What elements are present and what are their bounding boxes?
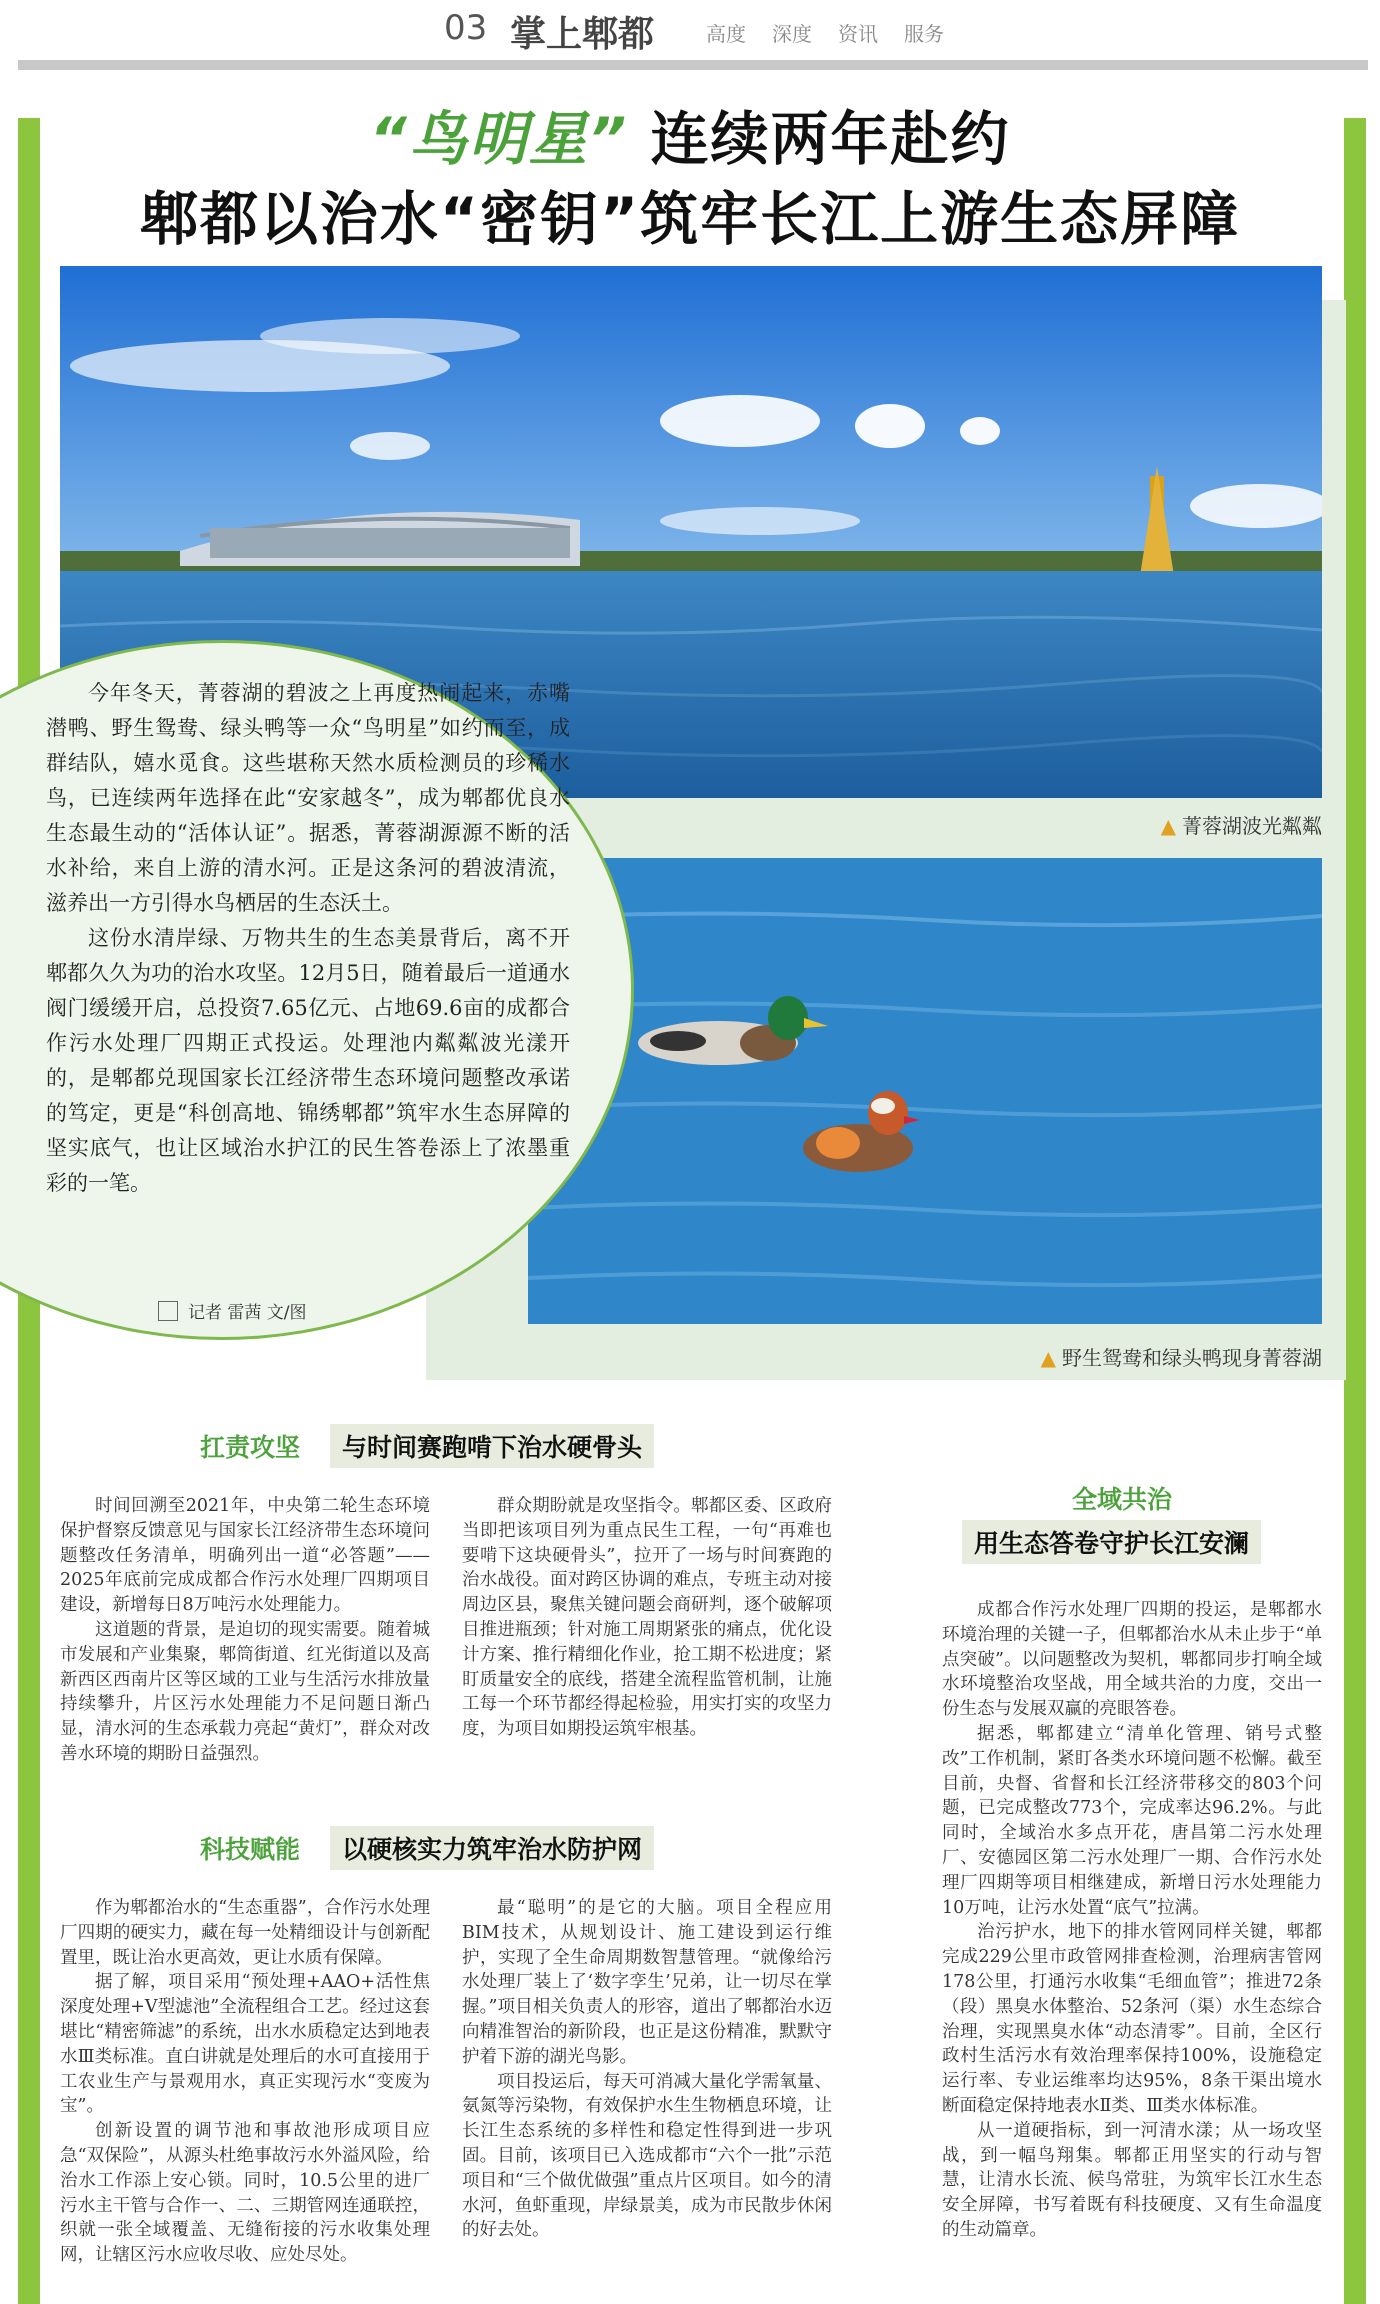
section3-column [942, 1598, 1322, 2243]
headline-line1-rest: 连续两年赴约 [650, 105, 1011, 173]
photo2-caption-text: 野生鸳鸯和绿头鸭现身菁蓉湖 [1062, 1346, 1322, 1370]
intro-text [46, 676, 570, 1201]
section2-right-p2: 项目投运后，每天可消减大量化学需氧量、氨氮等污染物，有效保护水生生物栖息环境，让长江生态系统的多样性和稳定性得到进一步巩固。目前，该项目已入选成都市“六个一批”示范项目和“三个做优做强”重点片区项目。如今的清水河，鱼虾重现，岸绿景美，成为市民散步休闲的好去处。 [462, 2071, 832, 2241]
nav-item-fuwu[interactable]: 服务 [904, 22, 944, 46]
section1-right-p1: 群众期盼就是攻坚指令。郫都区委、区政府当即把该项目列为重点民生工程，一句“再难也要啃下这块硬骨头”，拉开了一场与时间赛跑的治水战役。面对跨区协调的难点，专班主动对接周边区县，聚焦关键问题会商研判，逐个破解项目推进瓶颈；针对施工周期紧张的痛点，优化设计方案、推行精细化作业，抢工期不松进度；紧盯质量安全的底线，搭建全流程监管机制，让施工每一个环节都经得起检验，用实打实的攻坚力度，为项目如期投运筑牢根基。 [462, 1496, 832, 1740]
headline-highlight: “鸟明星” [369, 105, 629, 173]
nav-item-shendu[interactable]: 深度 [772, 22, 812, 46]
section2-left-p3: 创新设置的调节池和事故池形成项目应急“双保险”，从源头杜绝事故污水外溢风险，给治水工作添上安心锁。同时，10.5公里的进厂污水主干管与合作一、二、三期管网连通联控，织就一张全域覆盖、无缝衔接的污水收集处理网，让辖区污水应收尽收、应处尽处。 [60, 2121, 430, 2266]
section2-heading [200, 1826, 654, 1870]
headline-line2: 郫都以治水“密钥”筑牢长江上游生态屏障 [139, 185, 1241, 253]
intro-paragraph-2: 这份水清岸绿、万物共生的生态美景背后，离不开郫都久久为功的治水攻坚。12月5日，随着最后一道通水阀门缓缓开启，总投资7.65亿元、占地69.6亩的成都合作污水处理厂四期正式投运。处理池内粼粼波光漾开的，是郫都兑现国家长江经济带生态环境问题整改承诺的笃定，更是“科创高地、锦绣郫都”筑牢水生态屏障的坚实底气，也让区域治水护江的民生答卷添上了浓墨重彩的一笔。 [46, 926, 570, 1195]
section1-heading [200, 1424, 654, 1468]
headline-line1 [0, 92, 1380, 176]
page-number: 03 [444, 8, 488, 48]
section3-p3: 治污护水，地下的排水管网同样关键，郫都完成229公里市政管网排查检测，治理病害管网178公里，打通污水收集“毛细血管”；推进72条（段）黑臭水体整治、52条河（渠）水生态综合治理，实现黑臭水体“动态清零”。目前，全区行政村生活污水有效治理率保持100%，设施稳定运行率、专业运维率均达95%，8条干渠出境水断面稳定保持地表水Ⅱ类、Ⅲ类水体标准。 [942, 1922, 1322, 2116]
right-green-bar [1344, 118, 1366, 2304]
section1-left-p2: 这道题的背景，是迫切的现实需要。随着城市发展和产业集聚，郫筒街道、红光街道以及高新西区西南片区等区域的工业与生活污水排放量持续攀升，片区污水处理能力不足问题日渐凸显，清水河的生态承载力亮起“黄灯”，群众对改善水环境的期盼日益强烈。 [60, 1619, 430, 1764]
section2-kicker: 科技赋能 [200, 1835, 301, 1864]
section2-right-column [462, 1896, 832, 2243]
section3-kicker: 全域共治 [1072, 1485, 1173, 1514]
photo1-caption-text: 菁蓉湖波光粼粼 [1182, 814, 1322, 838]
photo1-caption [1161, 810, 1322, 839]
section1-left-p1: 时间回溯至2021年，中央第二轮生态环境保护督察反馈意见与国家长江经济带生态环境问题整改任务清单，明确列出一道“必答题”——2025年底前完成成都合作污水处理厂四期项目建设，新增每日8万吨污水处理能力。 [60, 1496, 430, 1616]
ducks-photo [528, 858, 1322, 1324]
page-header [0, 0, 1380, 60]
section3-p2: 据悉，郫都建立“清单化管理、销号式整改”工作机制，紧盯各类水环境问题不松懈。截至目前，央督、省督和长江经济带移交的803个问题，已完成整改773个，完成率达96.2%。与此同时，全域治水多点开花，唐昌第二污水处理厂、安德园区第二污水处理厂一期、合作污水处理厂四期等项目相继建成，新增日污水处理能力10万吨，让污水处置“底气”拉满。 [942, 1723, 1322, 1918]
section3-subtitle: 用生态答卷守护长江安澜 [962, 1520, 1261, 1564]
section2-left-p2: 据了解，项目采用“预处理+AAO+活性焦深度处理+V型滤池”全流程组合工艺。经过这套堪比“精密筛滤”的系统，出水水质稳定达到地表水Ⅲ类标准。直白讲就是处理后的水可直接用于工农业生产与景观用水，真正实现污水“变废为宝”。 [60, 1972, 430, 2117]
section2-left-column [60, 1896, 430, 2268]
section1-left-column [60, 1494, 430, 1767]
caption-triangle-icon: ▲ [1040, 1346, 1056, 1370]
header-nav [706, 18, 944, 47]
section-title: 掌上郫都 [510, 14, 655, 55]
section1-kicker: 扛责攻坚 [200, 1433, 301, 1462]
nav-item-zixun[interactable]: 资讯 [838, 22, 878, 46]
section1-right-column [462, 1494, 832, 1742]
byline [158, 1298, 307, 1323]
section2-subtitle: 以硬核实力筑牢治水防护网 [330, 1826, 654, 1870]
section2-right-p1: 最“聪明”的是它的大脑。项目全程应用BIM技术，从规划设计、施工建设到运行维护，实现了全生命周期数智慧管理。“就像给污水处理厂装上了‘数字孪生’兄弟，让一切尽在掌握。”项目相关负责人的形容，道出了郫都治水迈向精准智治的新阶段，也正是这份精准，默默守护着下游的湖光鸟影。 [462, 1898, 832, 2067]
byline-box-icon [158, 1301, 178, 1321]
header-divider [18, 60, 1368, 70]
caption-triangle-icon: ▲ [1160, 814, 1176, 838]
section1-subtitle: 与时间赛跑啃下治水硬骨头 [330, 1424, 654, 1468]
ducks-image [528, 858, 1322, 1324]
section3-p4: 从一道硬指标，到一河清水漾；从一场攻坚战，到一幅鸟翔集。郫都正用坚实的行动与智慧，让清水长流、候鸟常驻，为筑牢长江水生态安全屏障，书写着既有科技硬度、又有生命温度的生动篇章。 [942, 2120, 1322, 2240]
byline-text: 记者 雷茜 文/图 [188, 1303, 307, 1323]
nav-item-gaodu[interactable]: 高度 [706, 22, 746, 46]
section2-left-p1: 作为郫都治水的“生态重器”，合作污水处理厂四期的硬实力，藏在每一处精细设计与创新配置里，既让治水更高效，更让水质有保障。 [60, 1898, 430, 1968]
intro-paragraph-1: 今年冬天，菁蓉湖的碧波之上再度热闹起来，赤嘴潜鸭、野生鸳鸯、绿头鸭等一众“鸟明星”如约而至，成群结队，嬉水觅食。这些堪称天然水质检测员的珍稀水鸟，已连续两年选择在此“安家越冬”，成为郫都优良水生态最生动的“活体认证”。据悉，菁蓉湖源源不断的活水补给，来自上游的清水河。正是这条河的碧波清流，滋养出一方引得水鸟栖居的生态沃土。 [46, 681, 570, 915]
section3-p1: 成都合作污水处理厂四期的投运，是郫都水环境治理的关键一子，但郫都治水从未止步于“单点突破”。以问题整改为契机，郫都同步打响全域水环境整治攻坚战，用全域共治的力度，交出一份生态与发展双赢的亮眼答卷。 [942, 1600, 1322, 1720]
photo2-caption [1041, 1342, 1322, 1371]
